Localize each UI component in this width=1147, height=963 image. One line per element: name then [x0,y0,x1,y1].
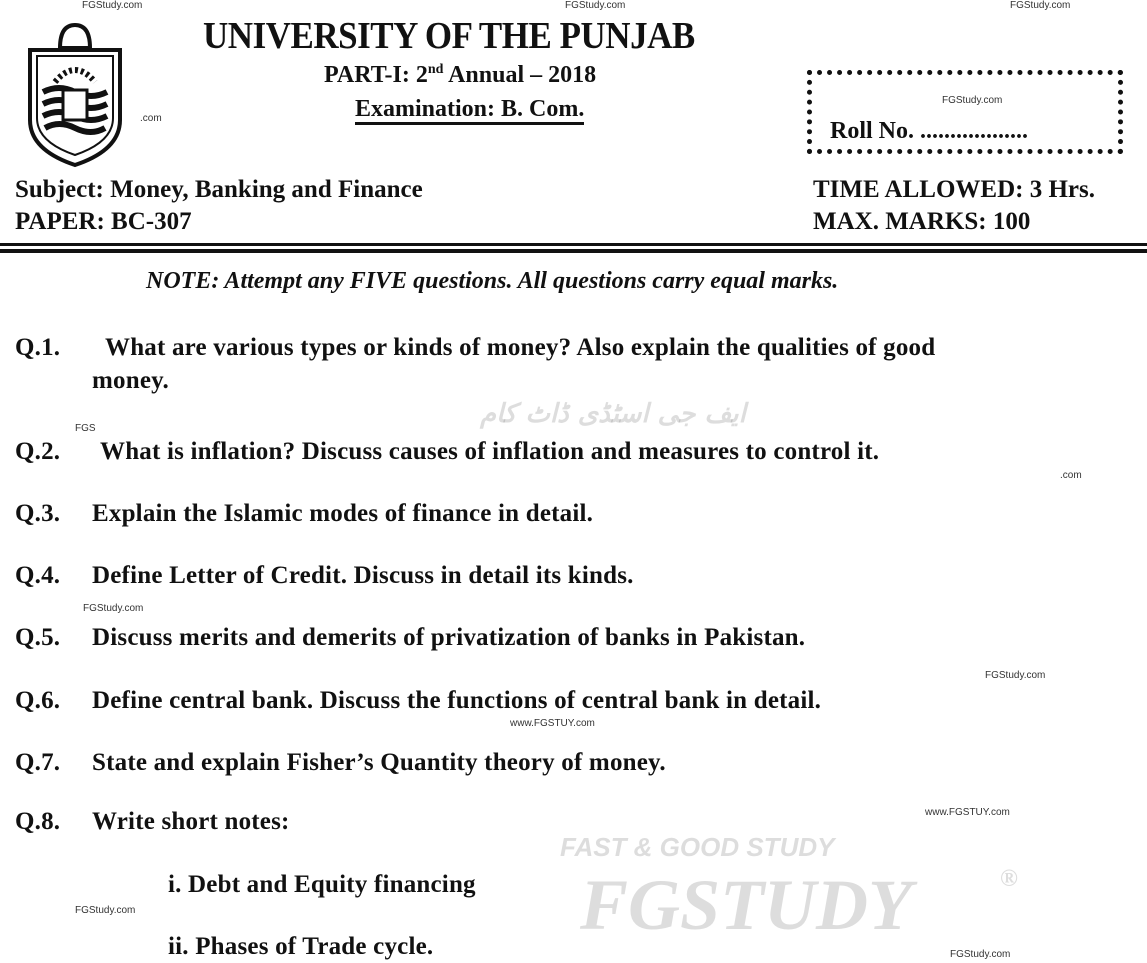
university-logo [15,20,135,170]
watermark-urdu: ایف جی اسٹڈی ڈاٹ کام [480,399,746,429]
question-text: Write short notes: [92,808,290,835]
watermark-site: FGStudy.com [83,603,144,614]
max-marks: MAX. MARKS: 100 [813,208,1031,235]
roll-no-label: Roll No. .................. [830,118,1028,144]
question-text: Define Letter of Credit. Discuss in detail its kinds. [92,562,634,589]
question-text: What are various types or kinds of money? Also explain the qualities of good [105,334,936,361]
question-text: money. [92,367,169,394]
watermark-www: www.FGSTUY.com [510,718,595,729]
university-title: UNIVERSITY OF THE PUNJAB [203,15,695,57]
watermark-site: FGStudy.com [75,905,136,916]
question-number: Q.3. [15,500,61,527]
question-number: Q.4. [15,562,61,589]
watermark-fgs: FGS [75,423,96,434]
divider [0,243,1147,246]
watermark-fgstudy: FGSTUDY [580,865,913,945]
watermark-dotcom: .com [140,113,162,124]
question-number: Q.2. [15,438,61,465]
watermark-www: www.FGSTUY.com [925,807,1010,818]
instructions-note: NOTE: Attempt any FIVE questions. All questions carry equal marks. [146,268,839,294]
watermark-tagline: FAST & GOOD STUDY [560,832,835,862]
question-number: Q.8. [15,808,61,835]
question-text: State and explain Fisher’s Quantity theory of money. [92,749,666,776]
question-number: Q.1. [15,334,61,361]
watermark-site: FGStudy.com [985,670,1046,681]
question-text: Define central bank. Discuss the functions of central bank in detail. [92,687,822,714]
paper-code: PAPER: BC-307 [15,208,192,235]
examination-title: Examination: B. Com. [355,96,584,125]
watermark-site: FGStudy.com [950,949,1011,960]
question-number: Q.6. [15,687,61,714]
watermark-site: FGStudy.com [1010,0,1071,11]
short-note-item: ii. Phases of Trade cycle. [168,933,434,960]
question-text: Discuss merits and demerits of privatization of banks in Pakistan. [92,624,806,651]
question-text: Explain the Islamic modes of finance in detail. [92,500,594,527]
exam-part: PART-I: 2nd Annual – 2018 [324,62,597,88]
watermark-site: FGStudy.com [942,95,1003,106]
question-number: Q.7. [15,749,61,776]
divider [0,249,1147,253]
watermark-registered: ® [1000,866,1018,892]
question-text: What is inflation? Discuss causes of inflation and measures to control it. [100,438,880,465]
time-allowed: TIME ALLOWED: 3 Hrs. [813,176,1095,203]
question-number: Q.5. [15,624,61,651]
watermark-site: FGStudy.com [82,0,143,11]
short-note-item: i. Debt and Equity financing [168,871,476,898]
roll-no-box [807,70,1123,154]
watermark-site: FGStudy.com [565,0,626,11]
subject: Subject: Money, Banking and Finance [15,176,423,203]
watermark-dotcom: .com [1060,470,1082,481]
